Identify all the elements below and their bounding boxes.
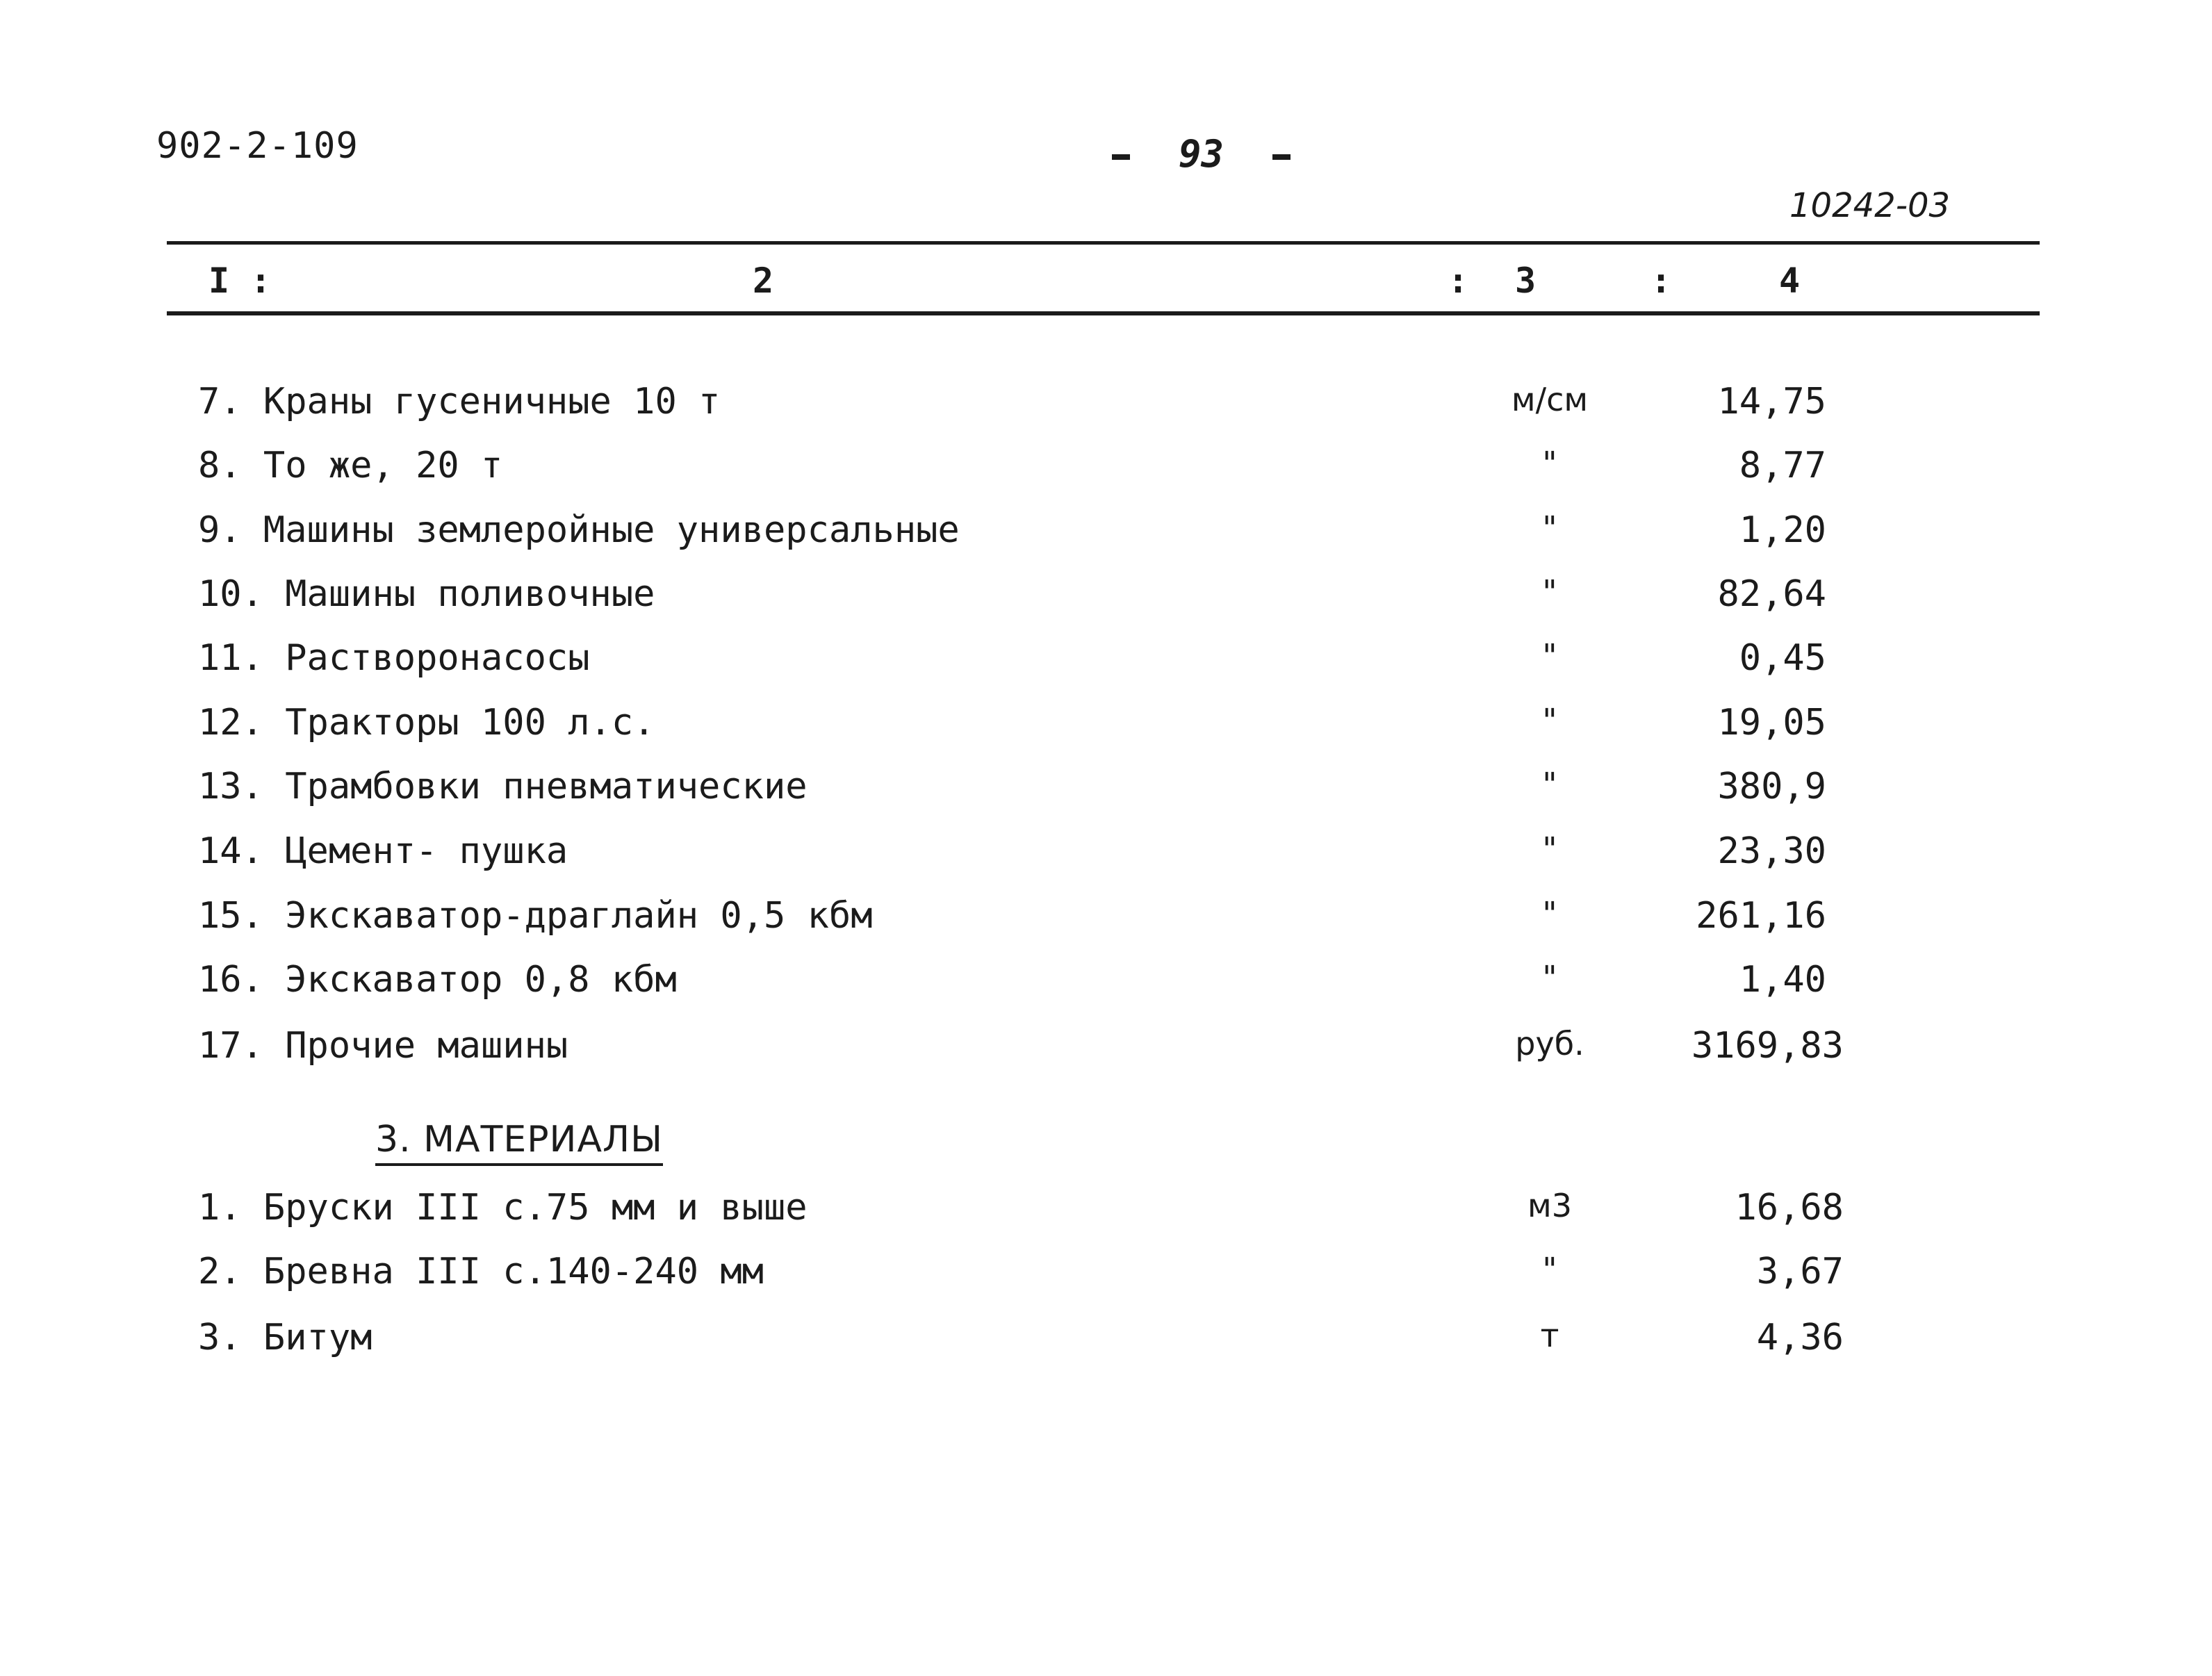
item-name: 13. Трамбовки пневматические xyxy=(198,766,808,807)
item-name: 2. Бревна III с.140-240 мм xyxy=(198,1251,764,1292)
item-unit: " xyxy=(1542,509,1557,547)
item-unit: " xyxy=(1542,830,1557,868)
col-3-label: 3 xyxy=(1515,261,1537,301)
item-name: 1. Бруски III с.75 мм и выше xyxy=(198,1187,808,1229)
col-1-label: I xyxy=(208,261,230,301)
list-item xyxy=(0,1251,2212,1306)
list-item xyxy=(0,509,2212,565)
list-item xyxy=(0,1187,2212,1242)
col-separator: : xyxy=(1650,261,1672,301)
item-value: 8,77 xyxy=(1739,445,1826,486)
item-unit: м3 xyxy=(1527,1187,1572,1224)
item-name: 3. Битум xyxy=(198,1317,372,1358)
item-unit: " xyxy=(1542,637,1557,675)
item-name: 7. Краны гусеничные 10 т xyxy=(198,381,721,422)
col-separator: : xyxy=(1448,261,1469,301)
col-2-label: 2 xyxy=(753,261,774,301)
list-item xyxy=(0,573,2212,629)
item-unit: " xyxy=(1542,702,1557,739)
item-value: 261,16 xyxy=(1696,895,1826,937)
item-unit: " xyxy=(1542,766,1557,803)
table-top-rule xyxy=(167,241,2040,245)
list-item xyxy=(0,766,2212,821)
item-name: 11. Растворонасосы xyxy=(198,637,590,679)
item-value: 14,75 xyxy=(1717,381,1826,422)
list-item xyxy=(0,637,2212,693)
item-unit: " xyxy=(1542,445,1557,482)
item-unit: " xyxy=(1542,573,1557,611)
document-code: 902-2-109 xyxy=(156,125,359,167)
list-item xyxy=(0,702,2212,757)
dash-right xyxy=(1272,154,1291,160)
page-number xyxy=(1063,132,1339,176)
item-name: 14. Цемент- пушка xyxy=(198,830,568,872)
item-value: 0,45 xyxy=(1739,637,1826,679)
item-name: 8. То же, 20 т xyxy=(198,445,503,486)
list-item xyxy=(0,1025,2212,1081)
item-value: 3169,83 xyxy=(1691,1025,1844,1067)
item-unit: " xyxy=(1542,1251,1557,1288)
archive-number: 10242-03 xyxy=(1789,186,1951,225)
table-header-rule xyxy=(167,311,2040,315)
item-name: 15. Экскаватор-драглайн 0,5 кбм xyxy=(198,895,873,937)
item-name: 16. Экскаватор 0,8 кбм xyxy=(198,959,677,1001)
list-item xyxy=(0,895,2212,951)
dash-left xyxy=(1112,154,1130,160)
section-title-materials: 3. МАТЕРИАЛЫ xyxy=(375,1119,663,1166)
list-item xyxy=(0,830,2212,886)
item-unit: т xyxy=(1540,1317,1559,1354)
item-value: 82,64 xyxy=(1717,573,1826,615)
item-value: 3,67 xyxy=(1756,1251,1844,1292)
item-unit: руб. xyxy=(1515,1025,1584,1062)
list-item xyxy=(0,1317,2212,1372)
item-value: 16,68 xyxy=(1735,1187,1844,1229)
item-name: 12. Тракторы 100 л.с. xyxy=(198,702,655,743)
item-value: 4,36 xyxy=(1756,1317,1844,1358)
item-unit: м/см xyxy=(1511,381,1589,418)
col-4-label: 4 xyxy=(1779,261,1801,301)
list-item xyxy=(0,381,2212,436)
item-value: 380,9 xyxy=(1717,766,1826,807)
item-value: 23,30 xyxy=(1717,830,1826,872)
col-separator: : xyxy=(250,261,272,301)
list-item xyxy=(0,445,2212,500)
list-item xyxy=(0,959,2212,1014)
item-value: 19,05 xyxy=(1717,702,1826,743)
item-name: 10. Машины поливочные xyxy=(198,573,655,615)
item-name: 9. Машины землеройные универсальные xyxy=(198,509,960,551)
item-unit: " xyxy=(1542,959,1557,996)
item-name: 17. Прочие машины xyxy=(198,1025,568,1067)
page-number-value: 93 xyxy=(1179,132,1224,176)
item-value: 1,20 xyxy=(1739,509,1826,551)
item-value: 1,40 xyxy=(1739,959,1826,1001)
item-unit: " xyxy=(1542,895,1557,933)
